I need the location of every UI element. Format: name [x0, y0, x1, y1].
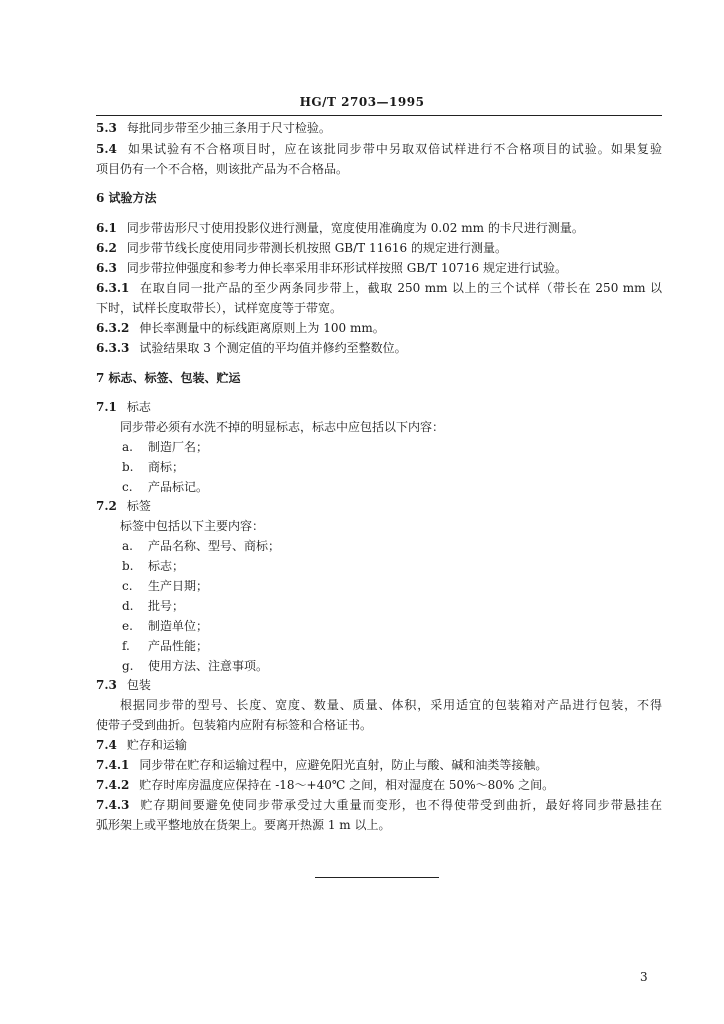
list-text: 制造单位；: [148, 619, 209, 633]
list-item: [122, 479, 662, 495]
clause-number: 6.3: [96, 261, 117, 275]
list-text: 产品标记。: [148, 480, 209, 494]
clause-number: 6.1: [96, 221, 117, 235]
list-text: 产品名称、型号、商标；: [148, 539, 281, 553]
clause-text: 同步带在贮存和运输过程中，应避免阳光直射，防止与酸、碱和油类等接触。: [139, 758, 548, 772]
clause-7-4-2: [96, 777, 662, 793]
page-number: 3: [640, 970, 648, 984]
list-item: [122, 618, 662, 634]
clause-title: 贮存和运输: [126, 738, 187, 752]
list-text: 使用方法、注意事项。: [148, 659, 269, 673]
clause-6-3-1-continued: 下时，试样长度取带长），试样宽度等于带宽。: [96, 301, 343, 315]
list-item: [122, 558, 662, 574]
clause-number: 7.4.2: [96, 778, 130, 792]
list-item: [122, 459, 662, 475]
clause-text: 每批同步带至少抽三条用于尺寸检验。: [126, 121, 331, 135]
list-letter: g.: [122, 659, 134, 673]
clause-number: 5.3: [96, 121, 117, 135]
list-text: 生产日期；: [148, 579, 209, 593]
clause-number: 7.3: [96, 678, 117, 692]
clause-7-4-1: [96, 757, 662, 773]
list-text: 制造厂名；: [148, 440, 209, 454]
list-item: [122, 658, 662, 674]
list-text: 产品性能；: [148, 639, 209, 653]
clause-5-3: [96, 120, 662, 136]
section-6-title: 6 试验方法: [96, 191, 157, 205]
list-letter: c.: [122, 480, 133, 494]
list-item: [122, 638, 662, 654]
clause-number: 6.3.1: [96, 281, 130, 295]
clause-7-2-title: [96, 498, 662, 514]
clause-7-4-title: [96, 737, 662, 753]
list-letter: a.: [122, 440, 133, 454]
clause-text: 同步带节线长度使用同步带测长机按照 GB/T 11616 的规定进行测量。: [126, 241, 507, 255]
clause-number: 7.1: [96, 400, 117, 414]
clause-7-4-3-continued: 弧形架上或平整地放在货架上。要离开热源 1 m 以上。: [96, 818, 391, 832]
clause-6-3: [96, 260, 662, 276]
clause-number: 7.4.3: [96, 798, 130, 812]
clause-7-3-title: [96, 677, 662, 693]
clause-number: 7.2: [96, 499, 117, 513]
list-text: 商标；: [148, 460, 185, 474]
clause-number: 6.3.3: [96, 341, 130, 355]
clause-6-3-3: [96, 340, 662, 356]
list-letter: b.: [122, 460, 134, 474]
end-of-document-rule: [315, 877, 439, 878]
clause-text: 同步带拉伸强度和参考力伸长率采用非环形试样按照 GB/T 10716 规定进行试验。: [126, 261, 567, 275]
clause-6-1: [96, 220, 662, 236]
clause-text: 如果试验有不合格项目时，应在该批同步带中另取双倍试样进行不合格项目的试验。如果复验: [126, 142, 662, 156]
list-letter: e.: [122, 619, 133, 633]
clause-title: 包装: [126, 678, 151, 692]
clause-7-3-text: 根据同步带的型号、长度、宽度、数量、质量、体积，采用适宜的包装箱对产品进行包装，不得: [120, 698, 662, 712]
clause-text: 贮存期间要避免使同步带承受过大重量而变形，也不得使带受到曲折，最好将同步带悬挂在: [139, 798, 662, 812]
list-item: [122, 439, 662, 455]
list-letter: b.: [122, 559, 134, 573]
list-text: 标志；: [148, 559, 185, 573]
list-letter: f.: [122, 639, 130, 653]
standard-header: HG/T 2703—1995: [299, 95, 425, 109]
clause-number: 6.2: [96, 241, 117, 255]
clause-number: 6.3.2: [96, 321, 130, 335]
list-text: 批号；: [148, 599, 185, 613]
clause-number: 7.4.1: [96, 758, 130, 772]
clause-5-4: [96, 141, 662, 157]
clause-7-1-title: [96, 399, 662, 415]
clause-7-2-intro: 标签中包括以下主要内容：: [120, 519, 265, 533]
list-item: [122, 598, 662, 614]
list-letter: d.: [122, 599, 134, 613]
list-letter: c.: [122, 579, 133, 593]
clause-title: 标签: [126, 499, 151, 513]
list-item: [122, 578, 662, 594]
clause-7-4-3: [96, 797, 662, 813]
clause-text: 同步带齿形尺寸使用投影仪进行测量，宽度使用准确度为 0.02 mm 的卡尺进行测量。: [126, 221, 584, 235]
clause-title: 标志: [126, 400, 151, 414]
clause-7-3-continued: 使带子受到曲折。包装箱内应附有标签和合格证书。: [96, 718, 373, 732]
clause-6-3-2: [96, 320, 662, 336]
clause-6-2: [96, 240, 662, 256]
clause-text: 伸长率测量中的标线距离原则上为 100 mm。: [139, 321, 385, 335]
clause-text: 贮存时库房温度应保持在 -18～+40℃ 之间，相对湿度在 50%～80% 之间。: [139, 778, 555, 792]
list-item: [122, 538, 662, 554]
clause-number: 7.4: [96, 738, 117, 752]
clause-text: 试验结果取 3 个测定值的平均值并修约至整数位。: [139, 341, 407, 355]
clause-6-3-1: [96, 280, 662, 296]
clause-5-4-continued: 项目仍有一个不合格，则该批产品为不合格品。: [96, 162, 349, 176]
list-letter: a.: [122, 539, 133, 553]
clause-number: 5.4: [96, 142, 117, 156]
section-7-title: 7 标志、标签、包装、贮运: [96, 371, 241, 385]
clause-7-1-intro: 同步带必须有水洗不掉的明显标志，标志中应包括以下内容：: [120, 420, 445, 434]
header-rule: [96, 115, 662, 116]
clause-text: 在取自同一批产品的至少两条同步带上，截取 250 mm 以上的三个试样（带长在 250 mm 以: [139, 281, 662, 295]
